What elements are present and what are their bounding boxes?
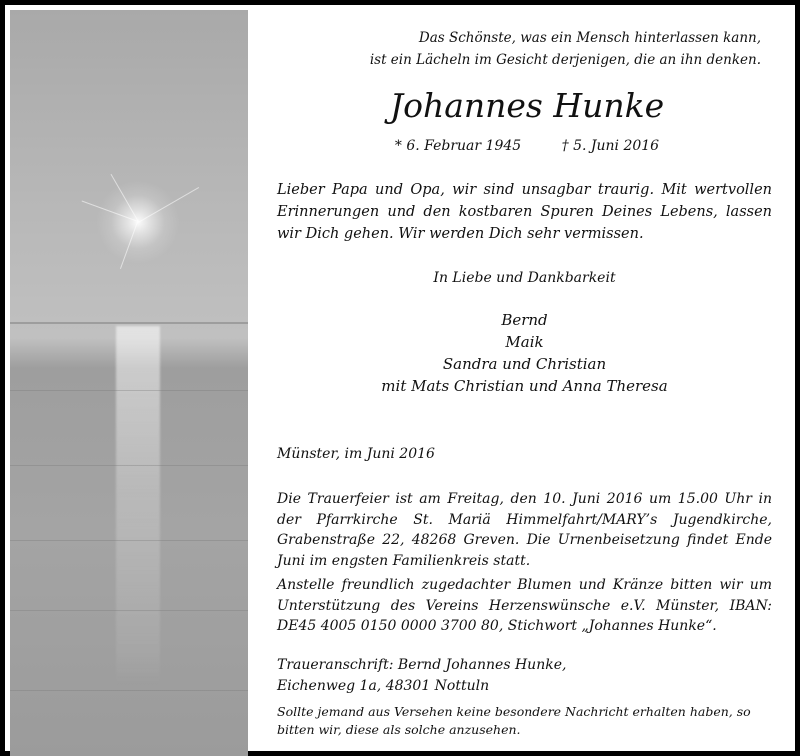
- address-line: Eichenweg 1a, 48301 Nottuln: [277, 677, 490, 694]
- quote-line: ist ein Lächeln im Gesicht derjenigen, die an ihn denken.: [369, 52, 761, 68]
- service-info: [277, 489, 772, 641]
- horizon-line: [10, 322, 248, 324]
- notification-note: Sollte jemand aus Versehen keine besondere Nachricht erhalten haben, so bitten wir, diese als solche anzusehen.: [277, 704, 751, 737]
- farewell-message: Lieber Papa und Opa, wir sind unsagbar traurig. Mit wertvollen Erinnerungen und den kostbaren Spuren Deines Lebens, lassen wir Dich gehen. Wir werden Dich sehr vermissen.: [277, 182, 772, 242]
- mourner-name: Maik: [505, 333, 544, 351]
- closing-phrase: In Liebe und Dankbarkeit: [433, 270, 616, 286]
- birth-date: * 6. Februar 1945: [394, 138, 522, 154]
- wave-line: [10, 610, 248, 611]
- memorial-quote: [277, 27, 761, 71]
- mourning-address: [277, 655, 772, 696]
- mourner-name: Sandra und Christian: [442, 355, 607, 373]
- donation-info: Anstelle freundlich zugedachter Blumen und Kränze bitten wir um Unterstützung des Vereins Herzenswünsche e.V. Münster, IBAN: DE45 4005 0150 0000 3700 80, Stichwort „Johannes Hunke“.: [277, 577, 772, 634]
- mourners-list: [277, 309, 772, 397]
- wave-line: [10, 690, 248, 691]
- wave-line: [10, 390, 248, 391]
- mourner-name: Bernd: [501, 311, 548, 329]
- place-and-date: Münster, im Juni 2016: [277, 446, 435, 462]
- sun-reflection: [116, 326, 160, 686]
- mourner-name: mit Mats Christian und Anna Theresa: [381, 377, 668, 395]
- funeral-info: Die Trauerfeier ist am Freitag, den 10. Juni 2016 um 15.00 Uhr in der Pfarrkirche St. Mariä Himmelfahrt/MARY’s Jugendkirche, Grabenstraße 22, 48268 Greven. Die Urnenbeisetzung findet Ende Juni im engsten Familienkreis statt.: [277, 491, 772, 569]
- death-date: † 5. Juni 2016: [561, 138, 660, 154]
- wave-line: [10, 465, 248, 466]
- wave-line: [10, 540, 248, 541]
- address-line: Traueranschrift: Bernd Johannes Hunke,: [277, 657, 567, 673]
- deceased-name: Johannes Hunke: [389, 86, 665, 125]
- quote-line: Das Schönste, was ein Mensch hinterlassen kann,: [418, 30, 761, 46]
- sunset-sea-photo: [10, 10, 248, 756]
- life-dates: [277, 135, 777, 157]
